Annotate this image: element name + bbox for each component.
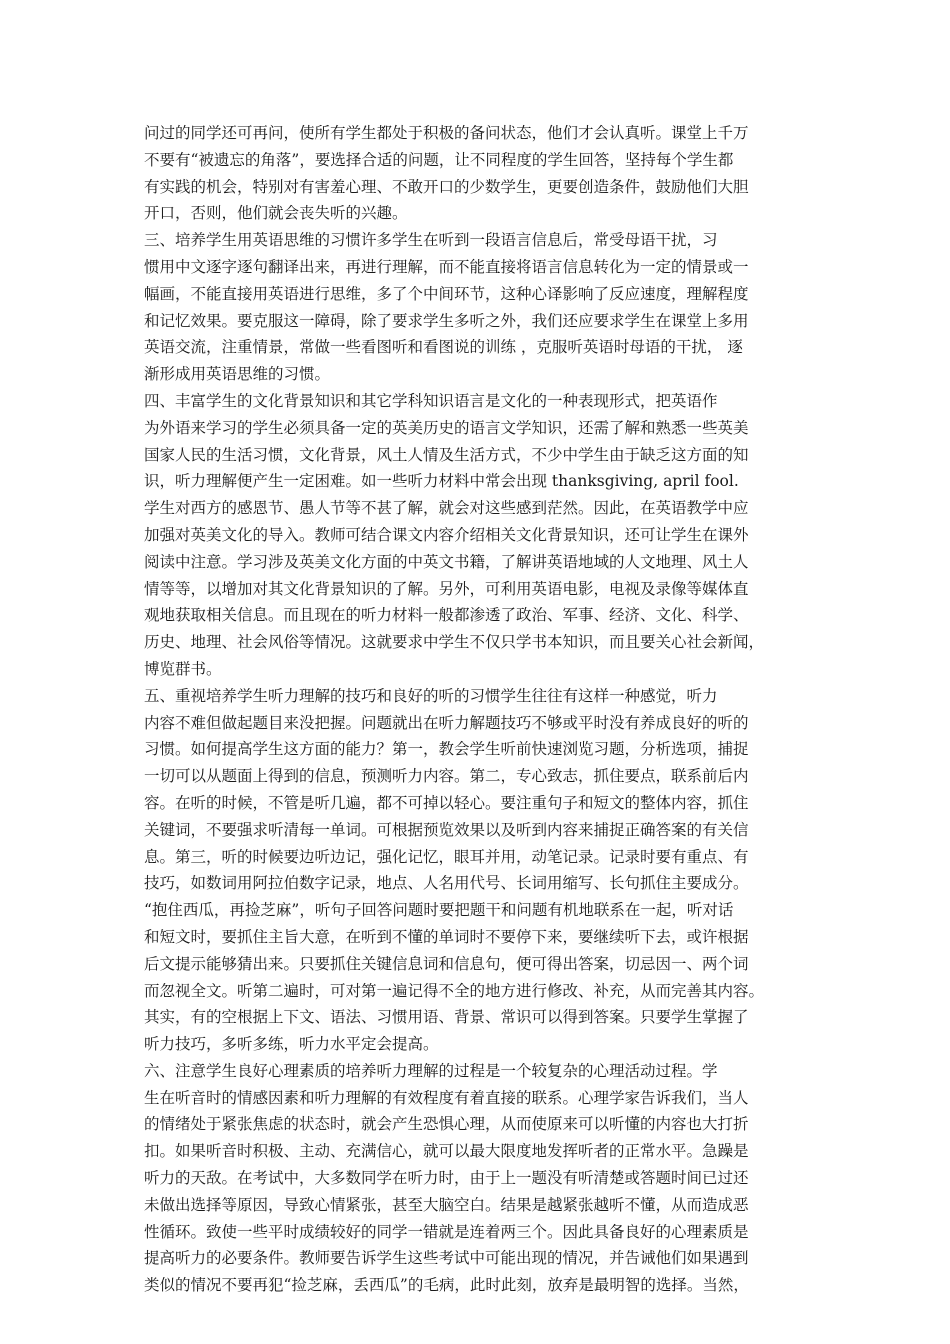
document-page <box>144 120 808 1299</box>
paragraph-continuation: 问过的同学还可再问，使所有学生都处于积极的备问状态，他们才会认真听。课堂上千万 不要有“被遗忘的角落”，要选择合适的问题，让不同程度的学生回答，坚持每个学生都 有实践的机会，特别对有害羞心理、不敢开口的少数学生，更要创造条件，鼓励他们大胆 开口，否则，他们就会丧失听的兴趣。 <box>144 124 749 223</box>
paragraph-section-four: 四、丰富学生的文化背景知识和其它学科知识语言是文化的一种表现形式，把英语作 为外语来学习的学生必须具备一定的英美历史的语言文学知识，还需了解和熟悉一些英美 国家人民的生活习惯，文化背景，风土人情及生活方式，不少中学生由于缺乏这方面的知 识，听力理解便产生一定困难。如一些听力材料中常会出现 thanksgiving, april fool. 学生对西方的感恩节、愚人节等不甚了解，就会对这些感到茫然。因此，在英语教学中应 加强对英美文化的导入。教师可结合课文内容介绍相关文化背景知识，还可让学生在课外 阅读中注意。学习涉及英美文化方面的中英文书籍，了解讲英语地域的人文地理、风土人 情等等，以增加对其文化背景知识的了解。另外，可利用英语电影，电视及录像等媒体直 观地获取相关信息。而且现在的听力材料一般都渗透了政治、军事、经济、文化、科学、 历史、地理、社会风俗等情况。这就要求中学生不仅只学书本知识，而且要关心社会新闻， 博览群书。 <box>144 391 765 678</box>
paragraph-section-six: 六、注意学生良好心理素质的培养听力理解的过程是一个较复杂的心理活动过程。学 生在听音时的情感因素和听力理解的有效程度有着直接的联系。心理学家告诉我们，当人 的情绪处于紧张焦虑的状态时，就会产生恐惧心理，从而使原来可以听懂的内容也大打折 扣。如果听音时积极、主动、充满信心，就可以最大限度地发挥听者的正常水平。急躁是 听力的天敌。在考试中，大多数同学在听力时，由于上一题没有听清楚或答题时间已过还 未做出选择等原因，导致心情紧张，甚至大脑空白。结果是越紧张越听不懂，从而造成恶 性循环。致使一些平时成绩较好的同学一错就是连着两三个。因此具备良好的心理素质是 提高听力的必要条件。教师要告诉学生这些考试中可能出现的情况，并告诫他们如果遇到 类似的情况不要再犯“捡芝麻，丢西瓜”的毛病，此时此刻，放弃是最明智的选择。当然， <box>144 1061 749 1295</box>
paragraph-section-five: 五、重视培养学生听力理解的技巧和良好的听的习惯学生往往有这样一种感觉，听力 内容不难但做起题目来没把握。问题就出在听力解题技巧不够或平时没有养成良好的听的 习惯。如何提高学生这方面的能力？第一，教会学生听前快速浏览习题，分析选项，捕捉 一切可以从题面上得到的信息，预测听力内容。第二，专心致志，抓住要点，联系前后内 容。在听的时候，不管是听几遍，都不可掉以轻心。要注重句子和短文的整体内容，抓住 关键词，不要强求听清每一单词。可根据预览效果以及听到内容来捕捉正确答案的有关信 息。第三，听的时候要边听边记，强化记忆，眼耳并用，动笔记录。记录时要有重点、有 技巧，如数词用阿拉伯数字记录，地点、人名用代号、长词用缩写、长句抓住主要成分。 “抱住西瓜，再捡芝麻”，听句子回答问题时要把题干和问题有机地联系在一起，听对话 和短文时，要抓住主旨大意，在听到不懂的单词时不要停下来，要继续听下去，或许根据 后文提示能够猜出来。只要抓住关键信息词和信息句，便可得出答案，切忌因一、两个词 而忽视全文。听第二遍时，可对第一遍记得不全的地方进行修改、补充，从而完善其内容。 其实，有的空根据上下文、语法、习惯用语、背景、常识可以得到答案。只要学生掌握了 听力技巧，多听多练，听力水平定会提高。 <box>144 686 765 1054</box>
paragraph-section-three: 三、培养学生用英语思维的习惯许多学生在听到一段语言信息后，常受母语干扰，习 惯用中文逐字逐句翻译出来，再进行理解，而不能直接将语言信息转化为一定的情景或一 幅画，不能直接用英语进行思维，多了个中间环节，这种心译影响了反应速度，理解程度 和记忆效果。要克服这一障碍，除了要求学生多听之外，我们还应要求学生在课堂上多用 英语交流，注重情景，常做一些看图听和看图说的训练 ，克服听英语时母语的干扰， 逐 渐形成用英语思维的习惯。 <box>144 231 749 384</box>
